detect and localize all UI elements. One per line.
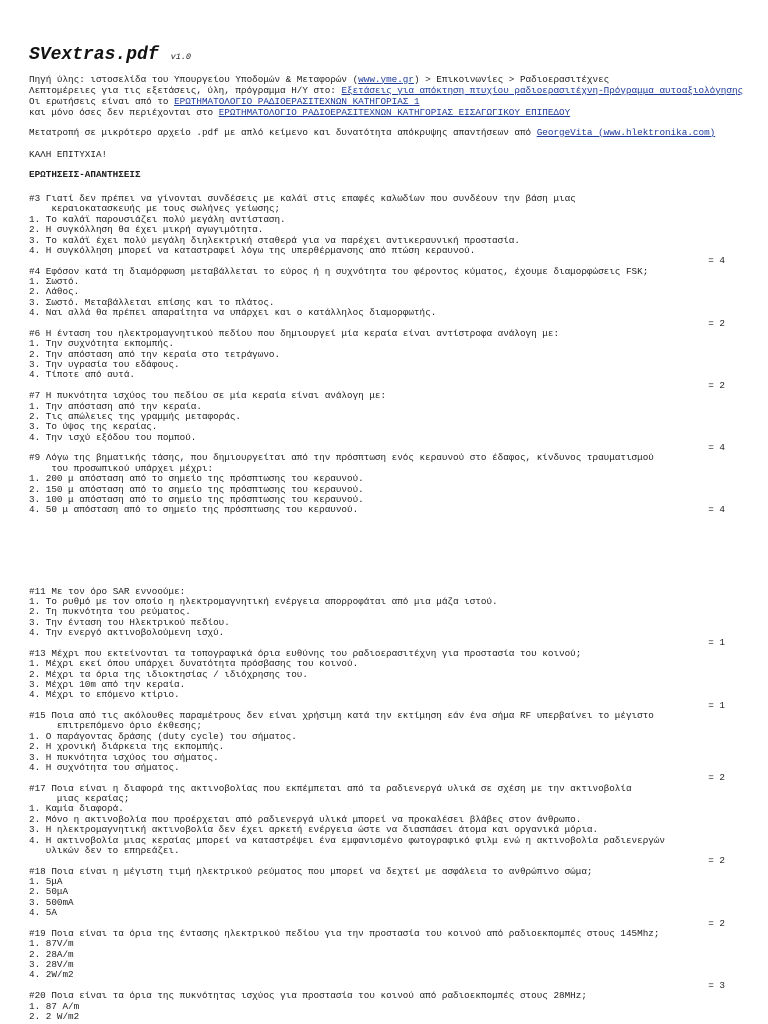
question-number: #19	[29, 927, 46, 939]
answer-option-3: 3. Μέχρι 10m από την κεραία.	[29, 678, 186, 690]
question-prompt: Ποια από τις ακόλουθες παραμέτρους δεν είναι χρήσιμη κατά την εκτίμηση εάν ένα σήμα RF υπερβαίνει το μέγιστο επιτρεπόμενο όριο έκθεσης;	[51, 710, 654, 732]
answer-option-4: 4. Μέχρι το επόμενο κτίριο.	[29, 689, 180, 701]
answer-option-3: 3. Η πυκνότητα ισχύος του σήματος.	[29, 751, 219, 763]
question-number: #3	[29, 193, 41, 204]
correct-answer: = 1	[708, 699, 725, 711]
answer-option-3: 3. 500mA	[29, 896, 74, 908]
question-number: #9	[29, 452, 41, 464]
answer-option-4: 4. Η ακτινοβολία μιας κεραίας μπορεί να καταστρέψει ένα εμφανισμένο φωτογραφικό φιλμ ενώ η ακτινοβολία ραδιενεργών υλικών δεν το επηρεάζει.	[29, 834, 666, 856]
answer-option-3: 3. 100 μ απόσταση από το σημείο της πρόσπτωσης του κεραυνού.	[29, 493, 364, 505]
answer-option-2: 2. Η συγκόλληση θα έχει μικρή αγωγιμότητα.	[29, 224, 264, 236]
answer-option-4: 4. Ναι αλλά θα πρέπει απαραίτητα να υπάρχει και ο κατάλληλος διαμορφωτής.	[29, 307, 437, 319]
answer-option-2: 2. Τη πυκνότητα του ρεύματος.	[29, 606, 191, 618]
correct-answer: = 4	[708, 255, 725, 267]
questions-group-a	[29, 194, 725, 516]
question-block-11	[29, 587, 725, 649]
answer-option-1: 1. Το καλάϊ παρουσιάζει πολύ μεγάλη αντίσταση.	[29, 213, 286, 225]
question-number: #20	[29, 990, 46, 1002]
question-prompt: Ποια είναι τα όρια της πυκνότητας ισχύος για προστασία του κοινού από ραδιοεκπομπές στους 28MHz;	[51, 990, 587, 1002]
answer-option-3: 3. Η ηλεκτρομαγνητική ακτινοβολία δεν έχει αρκετή ενέργεια ώστε να διασπάσει άτομα και οργανικά μόρια.	[29, 824, 599, 836]
answer-option-4: 4. 5A	[29, 907, 57, 919]
exclusion-prefix: και μόνο όσες δεν περιέχονται στο	[29, 106, 219, 118]
answer-option-4: 4. Την ισχύ εξόδου του πομπού.	[29, 431, 197, 443]
question-prompt: Με τον όρο SAR εννοούμε:	[51, 585, 186, 597]
answer-option-1: 1. Την συχνότητα εκπομπής.	[29, 338, 175, 350]
question-block-17	[29, 784, 725, 867]
answer-option-2: 2. 150 μ απόσταση από το σημείο της πρόσπτωσης του κεραυνού.	[29, 483, 364, 495]
exams-link[interactable]: Εξετάσεις για απόκτηση πτυχίου ραδιοερασιτέχνη-Πρόγραμμα αυτοαξιολόγησης	[341, 84, 744, 96]
question-block-9	[29, 453, 725, 515]
answer-option-4: 4. Τίποτε από αυτά.	[29, 369, 136, 381]
answer-option-1: 1. 200 μ απόσταση από το σημείο της πρόσπτωσης του κεραυνού.	[29, 473, 364, 485]
question-number: #17	[29, 782, 46, 794]
question-prompt: Γιατί δεν πρέπει να γίνονται συνδέσεις με καλάϊ στις επαφές καλωδίων που συνδέουν την βάση μιας κεραιοκατασκευής με τους σωλήνες γείωσης;	[45, 193, 576, 215]
question-text	[29, 453, 725, 474]
question-prompt: Η ένταση του ηλεκτρομαγνητικού πεδίου που δημιουργεί μία κεραία είναι αντίστροφα ανάλογη με:	[45, 327, 560, 339]
answer-option-1: 1. 5μA	[29, 876, 63, 887]
source-line	[29, 74, 743, 85]
answer-option-2: 2. 2 W/m2	[29, 1010, 80, 1022]
correct-answer: = 2	[708, 772, 725, 784]
question-number: #13	[29, 647, 46, 659]
question-block-4	[29, 267, 725, 329]
source-prefix: Πηγή ύλης: ιστοσελίδα του Υπουργείου Υποδομών & Μεταφορών (	[29, 73, 359, 85]
correct-answer: = 1	[708, 637, 725, 649]
answer-option-1: 1. 87 A/m	[29, 1000, 80, 1012]
origin-line	[29, 96, 743, 107]
answer-option-2: 2. Λάθος.	[29, 286, 80, 298]
document-intro	[29, 74, 743, 118]
document-title-block	[29, 44, 191, 68]
question-number: #6	[29, 327, 41, 339]
answer-option-1: 1. Σωστό.	[29, 276, 80, 287]
question-number: #7	[29, 390, 41, 402]
question-block-3	[29, 194, 725, 267]
good-luck-text: ΚΑΛΗ ΕΠΙΤΥΧΙΑ!	[29, 148, 108, 160]
question-block-7	[29, 391, 725, 453]
question-text	[29, 784, 725, 805]
question-text	[29, 391, 725, 401]
answer-option-2: 2. 50μA	[29, 886, 69, 898]
yme-link[interactable]: www.yme.gr	[358, 73, 414, 85]
question-text	[29, 711, 725, 732]
answer-option-3: 3. Την ένταση του Ηλεκτρικού πεδίου.	[29, 616, 230, 628]
exclusion-line	[29, 107, 743, 118]
question-prompt: Η πυκνότητα ισχύος του πεδίου σε μία κεραία είναι ανάλογη με:	[45, 390, 387, 402]
answer-option-2: 2. Η χρονική διάρκεια της εκπομπής.	[29, 741, 225, 753]
answer-option-1: 1. Την απόσταση από την κεραία.	[29, 400, 202, 412]
question-prompt: Ποια είναι τα όρια της έντασης ηλεκτρικού πεδίου για την προστασία του κοινού από ραδιοεκπομπές στους 145Mhz;	[51, 927, 660, 939]
conversion-prefix: Μετατροπή σε μικρότερο αρχείο .pdf με απλό κείμενο και δυνατότητα απόκρυψης απαντήσεων από	[29, 126, 537, 138]
answer-option-2: 2. Μέχρι τα όρια της ιδιοκτησίας / ιδιόχρησης του.	[29, 668, 308, 680]
answer-option-4: 4. Η συχνότητα του σήματος.	[29, 761, 180, 773]
answer-option-3: 3. Σωστό. Μεταβάλλεται επίσης και το πλάτος.	[29, 296, 275, 308]
questions-group-b	[29, 587, 725, 1023]
answer-option-1: 1. Ο παράγοντας δράσης (duty cycle) του σήματος.	[29, 730, 297, 742]
answer-option-3: 3. Την υγρασία του εδάφους.	[29, 359, 180, 370]
section-title: ΕΡΩΤΗΣΕΙΣ-ΑΠΑΝΤΗΣΕΙΣ	[29, 168, 141, 180]
question-text	[29, 267, 725, 277]
document-version: v1.0	[170, 52, 192, 62]
author-link[interactable]: GeorgeVita (www.hlektronika.com)	[536, 126, 716, 138]
question-block-18	[29, 867, 725, 929]
question-text	[29, 867, 725, 877]
source-suffix: ) > Επικοινωνίες > Ραδιοερασιτέχνες	[413, 73, 610, 85]
question-prompt: Μέχρι που εκτείνονται τα τοπογραφικά όρια ευθύνης του ραδιοερασιτέχνη για προστασία του κοινού;	[51, 647, 582, 659]
answer-option-1: 1. Το ρυθμό με τον οποίο η ηλεκτρομαγνητική ενέργεια απορροφάται από μια μάζα ιστού.	[29, 595, 498, 607]
question-prompt: Εφόσον κατά τη διαμόρφωση μεταβάλλεται το εύρος ή η συχνότητα του φέροντος κύματος, έχουμε διαμορφώσεις FSK;	[45, 265, 649, 277]
correct-answer: = 2	[708, 317, 725, 329]
answer-option-3: 3. Το ύψος της κεραίας.	[29, 421, 158, 433]
questionnaire-category1-link[interactable]: ΕΡΩΤΗΜΑΤΟΛΟΓΙΟ ΡΑΔΙΟΕΡΑΣΙΤΕΧΝΩΝ ΚΑΤΗΓΟΡΙΑΣ 1	[174, 95, 420, 107]
answer-option-1: 1. 87V/m	[29, 938, 74, 950]
answer-option-4: 4. Την ενεργό ακτινοβολούμενη ισχύ.	[29, 627, 225, 638]
document-title: SVextras.pdf	[29, 45, 159, 65]
answer-option-4: 4. 50 μ απόσταση από το σημείο της πρόσπτωσης του κεραυνού.	[29, 504, 359, 516]
question-prompt: Ποια είναι η διαφορά της ακτινοβολίας που εκπέμπεται από τα ραδιενεργά υλικά σε σχέση με την ακτινοβολία μιας κεραίας;	[51, 782, 632, 804]
question-text	[29, 929, 725, 939]
correct-answer: = 2	[708, 917, 725, 929]
answer-option-4: 4. 2W/m2	[29, 969, 74, 981]
question-text	[29, 991, 725, 1001]
answer-option-2: 2. 28A/m	[29, 948, 74, 960]
details-prefix: Λεπτομέρειες για τις εξετάσεις, ύλη, πρόγραμμα Η/Υ στο:	[29, 84, 342, 96]
answer-option-1: 1. Καμία διαφορά.	[29, 803, 124, 815]
question-number: #11	[29, 585, 46, 597]
conversion-line	[29, 127, 715, 138]
correct-answer: = 2	[708, 855, 725, 867]
origin-prefix: Οι ερωτήσεις είναι από το	[29, 95, 175, 107]
answer-option-2: 2. Την απόσταση από την κεραία στο τετράγωνο.	[29, 348, 281, 360]
question-number: #15	[29, 710, 46, 721]
answer-option-1: 1. Μέχρι εκεί όπου υπάρχει δυνατότητα πρόσβασης του κοινού.	[29, 658, 359, 670]
question-block-6	[29, 329, 725, 391]
answer-option-2: 2. Μόνο η ακτινοβολία που προέρχεται από ραδιενεργά υλικά μπορεί να προκαλέσει βλάβες στον άνθρωπο.	[29, 813, 582, 825]
answer-option-3: 3. 28V/m	[29, 959, 74, 970]
question-block-19	[29, 929, 725, 991]
correct-answer: = 4	[708, 442, 725, 453]
question-prompt: Λόγω της βηματικής τάσης, που δημιουργείται από την πρόσπτωση ενός κεραυνού στο έδαφος, κίνδυνος τραυματισμού του προσωπικού υπάρχει μέχρι:	[45, 452, 654, 474]
answer-option-2: 2. Τις απώλειες της γραμμής μεταφοράς.	[29, 410, 242, 422]
question-prompt: Ποια είναι η μέγιστη τιμή ηλεκτρικού ρεύματος που μπορεί να δεχτεί με ασφάλεια το ανθρώπινο σώμα;	[51, 865, 593, 877]
question-number: #18	[29, 865, 46, 877]
correct-answer: = 2	[708, 379, 725, 391]
correct-answer: = 4	[708, 504, 725, 516]
details-line	[29, 85, 743, 96]
answer-option-4: 4. Η συγκόλληση μπορεί να καταστραφεί λόγω της υπερθέρμανσης από πτώση κεραυνού.	[29, 244, 476, 256]
question-block-13	[29, 649, 725, 711]
correct-answer: = 3	[708, 979, 725, 991]
questionnaire-entry-level-link[interactable]: ΕΡΩΤΗΜΑΤΟΛΟΓΙΟ ΡΑΔΙΟΕΡΑΣΙΤΕΧΝΩΝ ΚΑΤΗΓΟΡΙΑΣ ΕΙΣΑΓΩΓΙΚΟΥ ΕΠΙΠΕΔΟΥ	[218, 106, 571, 118]
question-text	[29, 194, 725, 215]
question-number: #4	[29, 265, 41, 277]
question-block-15	[29, 711, 725, 784]
answer-option-3: 3. Το καλάϊ έχει πολύ μεγάλη διηλεκτρική σταθερά για να παρέχει αντικεραυνική προστασία.	[29, 234, 520, 246]
question-block-20	[29, 991, 725, 1022]
